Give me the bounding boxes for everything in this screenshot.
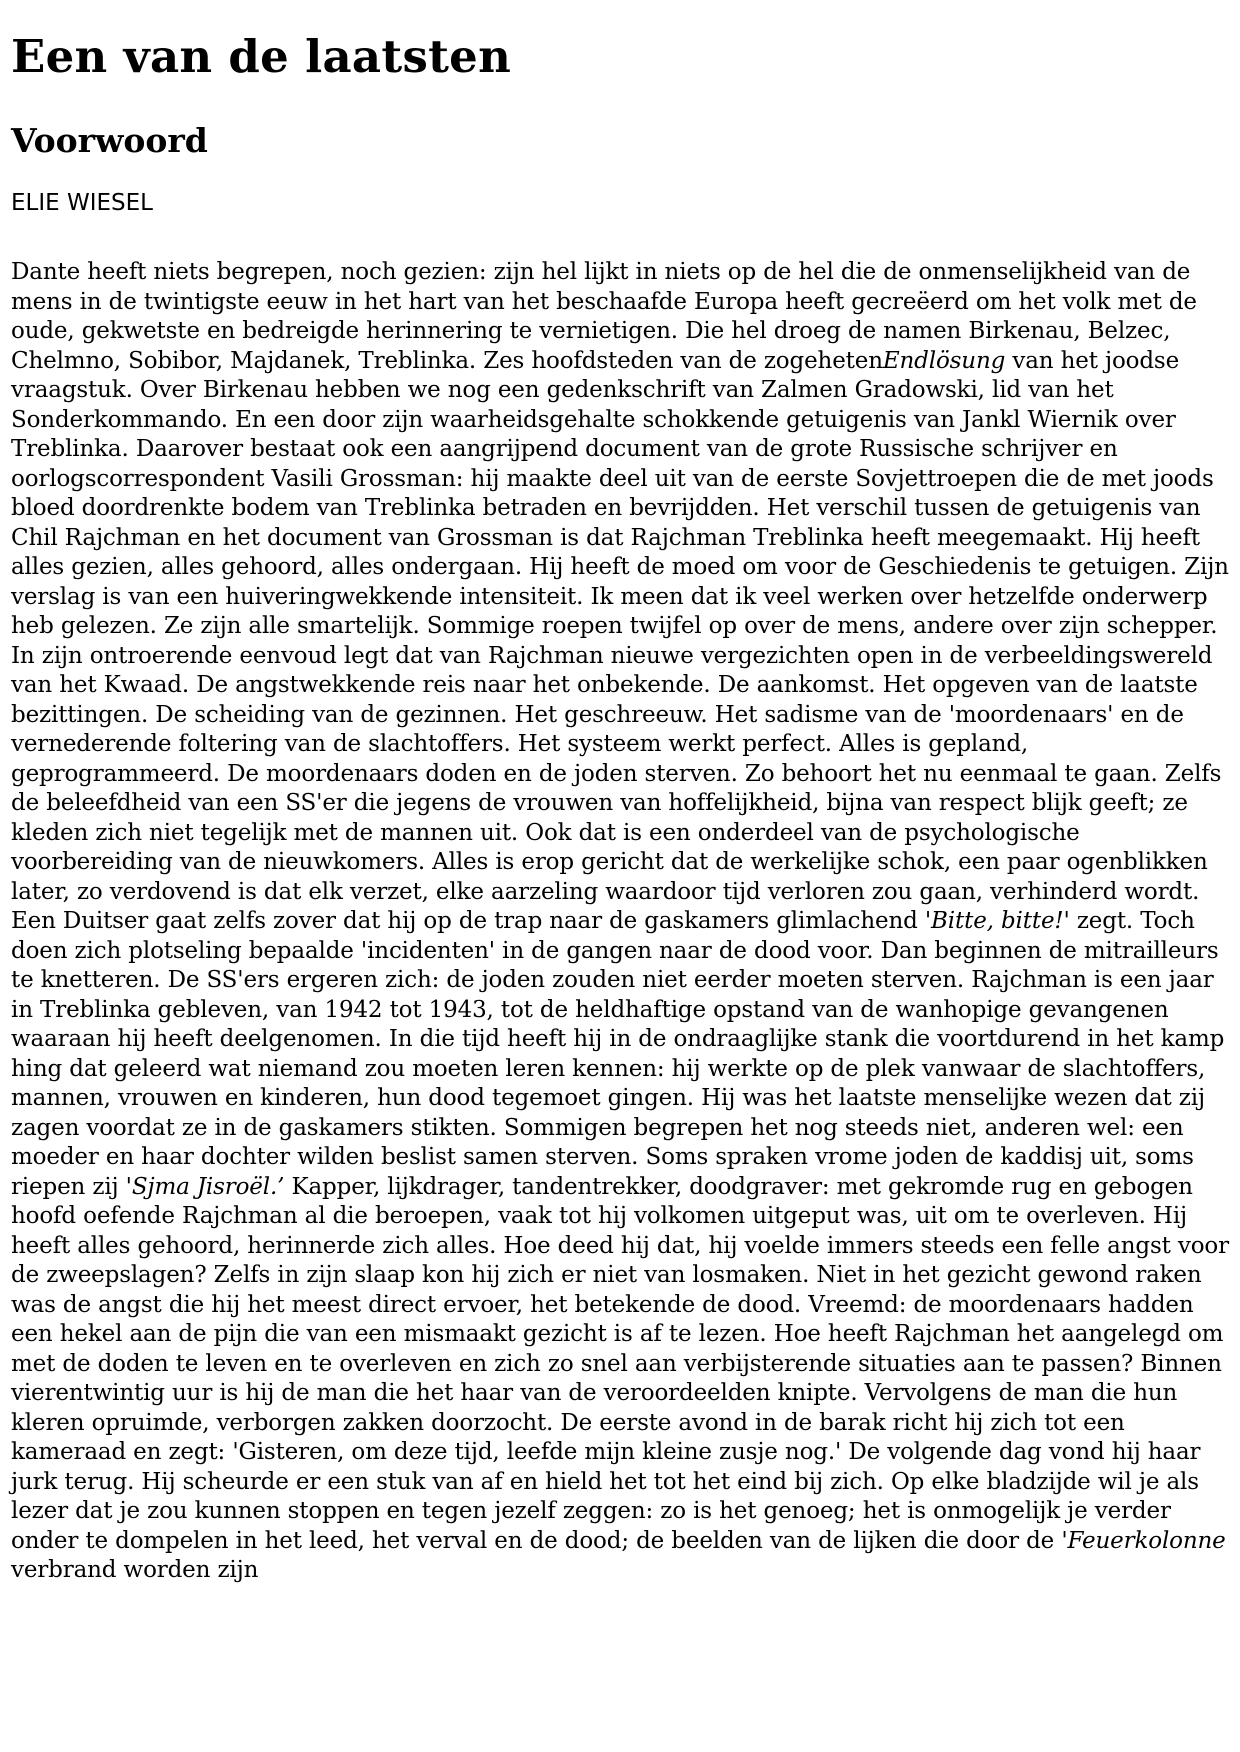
body-paragraph bbox=[11, 258, 1233, 1586]
chapter-heading: Voorwoord bbox=[11, 121, 208, 160]
italic-term-endlosung: Endlösung bbox=[882, 347, 1006, 374]
paragraph-text-1: Dante heeft niets begrepen, noch gezien: zijn hel lijkt in niets op de hel die de onmenselijkheid van de mens in de twintigste eeuw in het hart van het beschaafde Europa heeft gecreëerd om het volk met de oude, gekwetste en bedreigde herinnering te vernietigen. Die hel droeg de namen Birkenau, Belzec, Chelmno, Sobibor, Majdanek, Treblinka. Zes hoofdsteden van de zogeheten bbox=[11, 259, 1197, 374]
italic-term-feuerkolonne: 'Feuerkolonne bbox=[1061, 1527, 1226, 1554]
italic-quote-bitte: Bitte, bitte! bbox=[931, 908, 1064, 934]
paragraph-text-5: verbrand worden zijn bbox=[11, 1557, 259, 1583]
document-page bbox=[11, 28, 1233, 1586]
italic-quote-sjma: Sjma Jisroël.’ bbox=[131, 1173, 285, 1200]
document-title: Een van de laatsten bbox=[11, 30, 512, 83]
paragraph-text-2: van het joodse vraagstuk. Over Birkenau hebben we nog een gedenkschrift van Zalmen Gradowski, lid van het Sonderkommando. En een door zijn waarheidsgehalte schokkende getuigenis van Jankl Wiernik over Treblinka. Daarover bestaat ook een aangrijpend document van de grote Russische schrijver en oorlogscorrespondent Vasili Grossman: hij maakte deel uit van de eerste Sovjettroepen die de met joods bloed doordrenkte bodem van Treblinka betraden en bevrijdden. Het verschil tussen de getuigenis van Chil Rajchman en het document van Grossman is dat Rajchman Treblinka heeft meegemaakt. Hij heeft alles gezien, alles gehoord, alles ondergaan. Hij heeft de moed om voor de Geschiedenis te getuigen. Zijn verslag is van een huiveringwekkende intensiteit. Ik meen dat ik veel werken over hetzelfde onderwerp heb gelezen. Ze zijn alle smartelijk. Sommige roepen twijfel op over de mens, andere over zijn schepper. In zijn ontroerende eenvoud legt dat van Rajchman nieuwe vergezichten open in de verbeeldingswereld van het Kwaad. De angstwekkende reis naar het onbekende. De aankomst. Het opgeven van de laatste bezittingen. De scheiding van de gezinnen. Het geschreeuw. Het sadisme van de 'moordenaars' en de vernederende foltering van de slachtoffers. Het systeem werkt perfect. Alles is gepland, geprogrammeerd. De moordenaars doden en de joden sterven. Zo behoort het nu eenmaal te gaan. Zelfs de beleefdheid van een SS'er die jegens de vrouwen van hoffelijkheid, bijna van respect blijk geeft; ze kleden zich niet tegelijk met de mannen uit. Ook dat is een onderdeel van de psychologische voorbereiding van de nieuwkomers. Alles is erop gericht dat de werkelijke schok, een paar ogenblikken later, zo verdovend is dat elk verzet, elke aarzeling waardoor tijd verloren zou gaan, verhinderd wordt. Een Duitser gaat zelfs zover dat hij op de trap naar de gaskamers glimlachend ' bbox=[11, 347, 1229, 934]
paragraph-text-3: ' zegt. Toch doen zich plotseling bepaalde 'incidenten' in de gangen naar de dood voor. Dan beginnen de mitrailleurs te knetteren. De SS'ers ergeren zich: de joden zouden niet eerder moeten sterven. Rajchman is een jaar in Treblinka gebleven, van 1942 tot 1943, tot de heldhaftige opstand van de wanhopige gevangenen waaraan hij heeft deelgenomen. In die tijd heeft hij in de ondraaglijke stank die voortdurend in het kamp hing dat geleerd wat niemand zou moeten leren kennen: hij werkte op de plek vanwaar de slachtoffers, mannen, vrouwen en kinderen, hun dood tegemoet gingen. Hij was het laatste menselijke wezen dat zij zagen voordat ze in de gaskamers stikten. Sommigen begrepen het nog steeds niet, anderen wel: een moeder en haar dochter wilden beslist samen sterven. Soms spraken vrome joden de kaddisj uit, soms riepen zij ' bbox=[11, 908, 1225, 1200]
paragraph-text-4: Kapper, lijkdrager, tandentrekker, doodgraver: met gekromde rug en gebogen hoofd oefende Rajchman al die beroepen, vaak tot hij volkomen uitgeput was, uit om te overleven. Hij heeft alles gehoord, herinnerde zich alles. Hoe deed hij dat, hij voelde immers steeds een felle angst voor de zweepslagen? Zelfs in zijn slaap kon hij zich er niet van losmaken. Niet in het gezicht gewond raken was de angst die hij het meest direct ervoer, het betekende de dood. Vreemd: de moordenaars hadden een hekel aan de pijn die van een mismaakt gezicht is af te lezen. Hoe heeft Rajchman het aangelegd om met de doden te leven en te overleven en zich zo snel aan verbijsterende situaties aan te passen? Binnen vierentwintig uur is hij de man die het haar van de veroordeelden knipte. Vervolgens de man die hun kleren opruimde, verborgen zakken doorzocht. De eerste avond in de barak richt hij zich tot een kameraad en zegt: 'Gisteren, om deze tijd, leefde mijn kleine zusje nog.' De volgende dag vond hij haar jurk terug. Hij scheurde er een stuk van af en hield het tot het eind bij zich. Op elke bladzijde wil je als lezer dat je zou kunnen stoppen en tegen jezelf zeggen: zo is het genoeg; het is onmogelijk je verder onder te dompelen in het leed, het verval en de dood; de beelden van de lijken die door de bbox=[11, 1173, 1229, 1554]
author-name: ELIE WIESEL bbox=[11, 190, 153, 216]
